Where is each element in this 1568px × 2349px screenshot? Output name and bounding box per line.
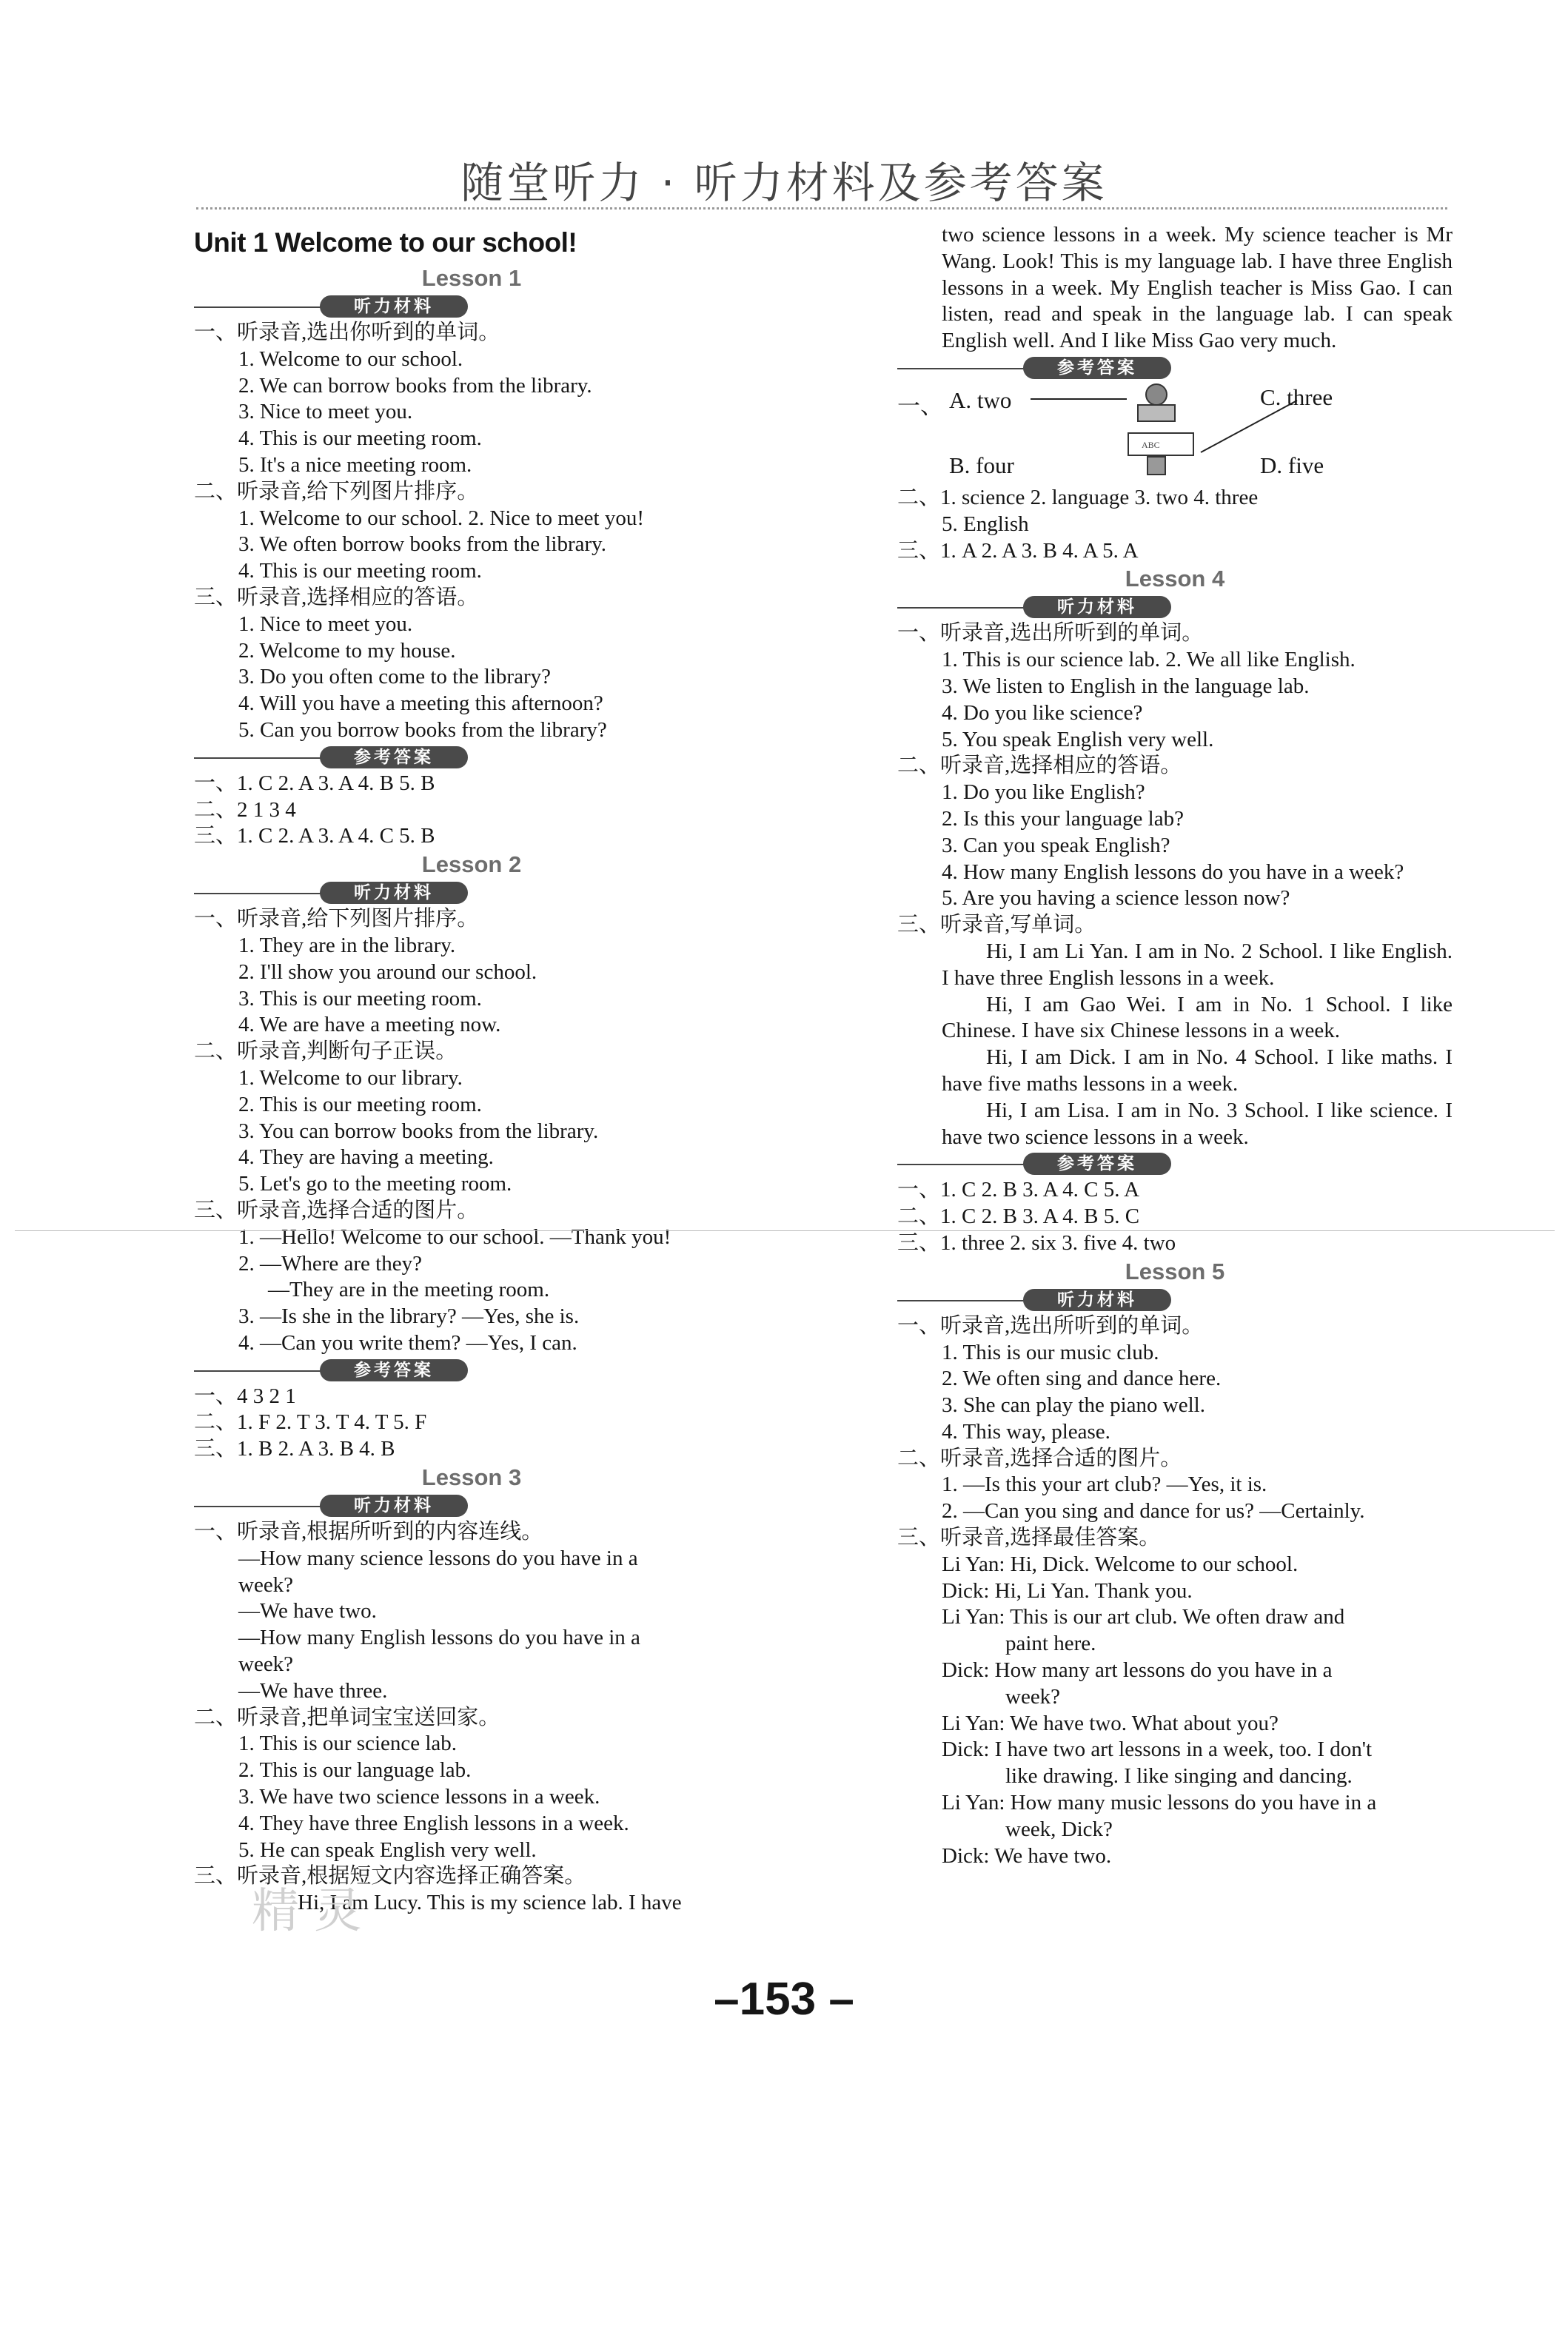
- right-column: [897, 222, 1453, 1869]
- text-line: 3. We often borrow books from the library.: [238, 532, 606, 557]
- text-line: 1. Do you like English?: [942, 780, 1145, 805]
- dialogue-line: paint here.: [1005, 1632, 1096, 1656]
- lesson-1-title: Lesson 1: [421, 265, 522, 291]
- text-line: 5. It's a nice meeting room.: [238, 452, 472, 477]
- section-heading: 三、听录音,选择相应的答语。: [194, 585, 479, 609]
- text-line: 1. This is our music club.: [942, 1340, 1159, 1364]
- option-d: D. five: [1260, 452, 1324, 478]
- answer-line: 二、2 1 3 4: [194, 797, 296, 822]
- text-line: 1. —Hello! Welcome to our school. —Thank you!: [238, 1224, 671, 1249]
- text-line: 5. Are you having a science lesson now?: [942, 886, 1290, 911]
- dialogue-line: Li Yan: We have two. What about you?: [942, 1711, 1279, 1735]
- text-line: 2. This is our meeting room.: [238, 1092, 482, 1116]
- text-line: 1. Nice to meet you.: [238, 611, 413, 636]
- material-badge: 听力材料: [1023, 596, 1171, 618]
- answers-badge: 参考答案: [1023, 357, 1171, 379]
- text-line: —How many science lessons do you have in a: [238, 1546, 638, 1570]
- lesson-5-title: Lesson 5: [1125, 1258, 1225, 1284]
- text-line: 1. —Is this your art club? —Yes, it is.: [942, 1472, 1267, 1497]
- dialogue-line: Dick: We have two.: [942, 1843, 1112, 1868]
- answers-badge: 参考答案: [320, 1359, 468, 1381]
- material-badge: 听力材料: [320, 882, 468, 904]
- text-line: 1. This is our science lab. 2. We all like English.: [942, 648, 1356, 672]
- text-line: 5. Let's go to the meeting room.: [238, 1172, 512, 1196]
- section-heading: 三、听录音,写单词。: [897, 913, 1096, 937]
- text-line: 4. They are having a meeting.: [238, 1145, 494, 1170]
- passage: Hi, I am Gao Wei. I am in No. 1 School. I like Chinese. I have six Chinese lessons in a week.: [942, 992, 1453, 1043]
- section-heading: 三、听录音,选择最佳答案。: [897, 1526, 1161, 1550]
- matching-figure: [897, 381, 1453, 485]
- section-heading: 二、听录音,给下列图片排序。: [194, 479, 479, 503]
- section-heading: 二、听录音,选择合适的图片。: [897, 1446, 1182, 1470]
- answer-line: 一、1. C 2. B 3. A 4. C 5. A: [897, 1178, 1140, 1202]
- lesson-4-title: Lesson 4: [1125, 566, 1225, 592]
- text-line: —They are in the meeting room.: [268, 1278, 550, 1302]
- answer-line: 三、1. C 2. A 3. A 4. C 5. B: [194, 824, 435, 848]
- lesson-2-title: Lesson 2: [421, 851, 522, 878]
- material-header: [194, 879, 749, 906]
- section-heading: 一、听录音,根据所听到的内容连线。: [194, 1520, 543, 1544]
- title-rule: [196, 207, 1447, 210]
- text-line: 1. They are in the library.: [238, 933, 456, 957]
- text-line: 2. We often sing and dance here.: [942, 1367, 1222, 1391]
- passage: two science lessons in a week. My science teacher is Mr Wang. Look! This is my language lab. I have three English lessons in a week. My English teacher is Miss Gao. I can listen, read and speak in the language lab. I can speak English well. And I like Miss Gao very much.: [942, 223, 1453, 353]
- section-heading: 二、听录音,判断句子正误。: [194, 1039, 458, 1064]
- passage: Hi, I am Lisa. I am in No. 3 School. I like science. I have two science lessons in a week.: [942, 1098, 1453, 1149]
- unit-title: Unit 1 Welcome to our school!: [194, 227, 577, 258]
- svg-text:ABC: ABC: [1142, 439, 1160, 450]
- section-heading: 一、听录音,选出所听到的单词。: [897, 621, 1204, 646]
- text-line: 4. This way, please.: [942, 1419, 1110, 1444]
- page-title: 随堂听力 · 听力材料及参考答案: [460, 158, 1108, 208]
- text-line: 1. Welcome to our school.: [238, 346, 463, 371]
- text-line: 3. She can play the piano well.: [942, 1393, 1205, 1418]
- text-line: 1. Welcome to our school. 2. Nice to meet you!: [238, 506, 644, 530]
- answer-line: 三、1. three 2. six 3. five 4. two: [897, 1230, 1176, 1255]
- text-line: —We have three.: [238, 1678, 388, 1703]
- section-heading: 三、听录音,选择合适的图片。: [194, 1198, 479, 1222]
- material-header: [194, 1492, 749, 1519]
- text-line: 1. This is our science lab.: [238, 1732, 458, 1756]
- section-heading: 一、听录音,选出所听到的单词。: [897, 1313, 1204, 1338]
- lesson-3-title: Lesson 3: [421, 1464, 522, 1491]
- answer-line: 5. English: [942, 512, 1029, 536]
- answer-line: 二、1. science 2. language 3. two 4. three: [897, 485, 1259, 509]
- answers-header: [194, 1357, 749, 1384]
- section-heading: 一、听录音,选出你听到的单词。: [194, 321, 500, 344]
- answers-header: [194, 744, 749, 771]
- answers-header: [897, 1150, 1453, 1177]
- answer-line: 三、1. B 2. A 3. B 4. B: [194, 1437, 395, 1461]
- material-header: [897, 1287, 1453, 1313]
- text-line: 4. —Can you write them? —Yes, I can.: [238, 1330, 577, 1355]
- section-heading: 二、听录音,选择相应的答语。: [897, 754, 1182, 778]
- dialogue-line: Dick: Hi, Li Yan. Thank you.: [942, 1578, 1193, 1603]
- dialogue-line: Li Yan: This is our art club. We often draw and: [942, 1605, 1345, 1629]
- text-line: Hi, I am Lucy. This is my science lab. I have: [298, 1891, 682, 1915]
- option-c: C. three: [1260, 383, 1333, 410]
- teacher-icon: [1138, 384, 1175, 421]
- text-line: week?: [238, 1652, 294, 1677]
- text-line: 3. Can you speak English?: [942, 833, 1170, 857]
- material-header: [194, 293, 749, 320]
- text-line: 4. Do you like science?: [942, 700, 1143, 725]
- text-line: 3. We listen to English in the language lab.: [942, 674, 1310, 698]
- material-badge: 听力材料: [320, 1495, 468, 1517]
- section-heading: 三、听录音,根据短文内容选择正确答案。: [194, 1864, 586, 1889]
- answers-badge: 参考答案: [320, 746, 468, 768]
- text-line: 2. I'll show you around our school.: [238, 959, 537, 984]
- answer-line: 二、1. C 2. B 3. A 4. B 5. C: [897, 1204, 1140, 1229]
- section-heading: 二、听录音,把单词宝宝送回家。: [194, 1705, 500, 1729]
- text-line: 4. This is our meeting room.: [238, 426, 482, 451]
- watermark: 精 灵: [252, 1884, 362, 1939]
- text-line: —We have two.: [238, 1599, 377, 1623]
- answer-line: 一、4 3 2 1: [194, 1384, 296, 1408]
- answers-badge: 参考答案: [1023, 1153, 1171, 1175]
- answer-line: 三、1. A 2. A 3. B 4. A 5. A: [897, 538, 1139, 563]
- answers-header: [897, 355, 1453, 381]
- text-line: 1. Welcome to our library.: [238, 1065, 463, 1090]
- prefix-label: 一、: [897, 392, 943, 419]
- option-a: A. two: [949, 386, 1012, 413]
- text-line: 2. —Can you sing and dance for us? —Certainly.: [942, 1499, 1365, 1524]
- dialogue-line: Dick: I have two art lessons in a week, too. I don't: [942, 1738, 1373, 1762]
- material-badge: 听力材料: [1023, 1289, 1171, 1311]
- text-line: 5. He can speak English very well.: [238, 1837, 537, 1862]
- text-line: 4. We are have a meeting now.: [238, 1013, 501, 1037]
- option-b: B. four: [949, 452, 1014, 478]
- text-line: 4. How many English lessons do you have in a week?: [942, 859, 1404, 884]
- text-line: 2. We can borrow books from the library.: [238, 373, 592, 398]
- fold-line: [15, 1230, 1555, 1231]
- dialogue-line: Li Yan: Hi, Dick. Welcome to our school.: [942, 1552, 1299, 1576]
- passage: Hi, I am Dick. I am in No. 4 School. I like maths. I have five maths lessons in a week.: [942, 1045, 1453, 1096]
- dialogue-line: Li Yan: How many music lessons do you have in a: [942, 1791, 1377, 1815]
- passage: Hi, I am Li Yan. I am in No. 2 School. I like English. I have three English lessons in a week.: [942, 939, 1453, 990]
- text-line: 2. Welcome to my house.: [238, 638, 456, 663]
- text-line: 3. We have two science lessons in a week.: [238, 1785, 600, 1809]
- page-number: –153 –: [714, 1974, 854, 2025]
- dialogue-line: week, Dick?: [1005, 1817, 1113, 1841]
- text-line: 5. Can you borrow books from the library?: [238, 717, 607, 742]
- text-line: week?: [238, 1572, 294, 1597]
- dialogue-line: Dick: How many art lessons do you have in a: [942, 1658, 1333, 1683]
- answer-line: 一、1. C 2. A 3. A 4. B 5. B: [194, 771, 435, 795]
- section-heading: 一、听录音,给下列图片排序。: [194, 907, 479, 931]
- text-line: 3. Do you often come to the library?: [238, 665, 551, 689]
- text-line: 3. —Is she in the library? —Yes, she is.: [238, 1304, 580, 1329]
- text-line: —How many English lessons do you have in a: [238, 1626, 640, 1650]
- text-line: 4. Will you have a meeting this afternoon?: [238, 691, 603, 716]
- material-badge: 听力材料: [320, 295, 468, 318]
- answer-line: 二、1. F 2. T 3. T 4. T 5. F: [194, 1410, 427, 1435]
- material-header: [897, 594, 1453, 620]
- text-line: 2. This is our language lab.: [238, 1758, 472, 1783]
- text-line: 2. —Where are they?: [238, 1251, 422, 1276]
- text-line: 5. You speak English very well.: [942, 727, 1214, 751]
- left-column: [194, 222, 749, 1917]
- text-line: 2. Is this your language lab?: [942, 806, 1184, 831]
- dialogue-line: like drawing. I like singing and dancing.: [1005, 1764, 1353, 1789]
- blackboard-icon: [1128, 433, 1193, 475]
- text-line: 4. This is our meeting room.: [238, 559, 482, 583]
- dialogue-line: week?: [1005, 1684, 1061, 1709]
- text-line: 3. You can borrow books from the library.: [238, 1119, 599, 1143]
- text-line: 4. They have three English lessons in a week.: [238, 1811, 629, 1835]
- text-line: 3. This is our meeting room.: [238, 986, 482, 1011]
- text-line: 3. Nice to meet you.: [238, 400, 413, 424]
